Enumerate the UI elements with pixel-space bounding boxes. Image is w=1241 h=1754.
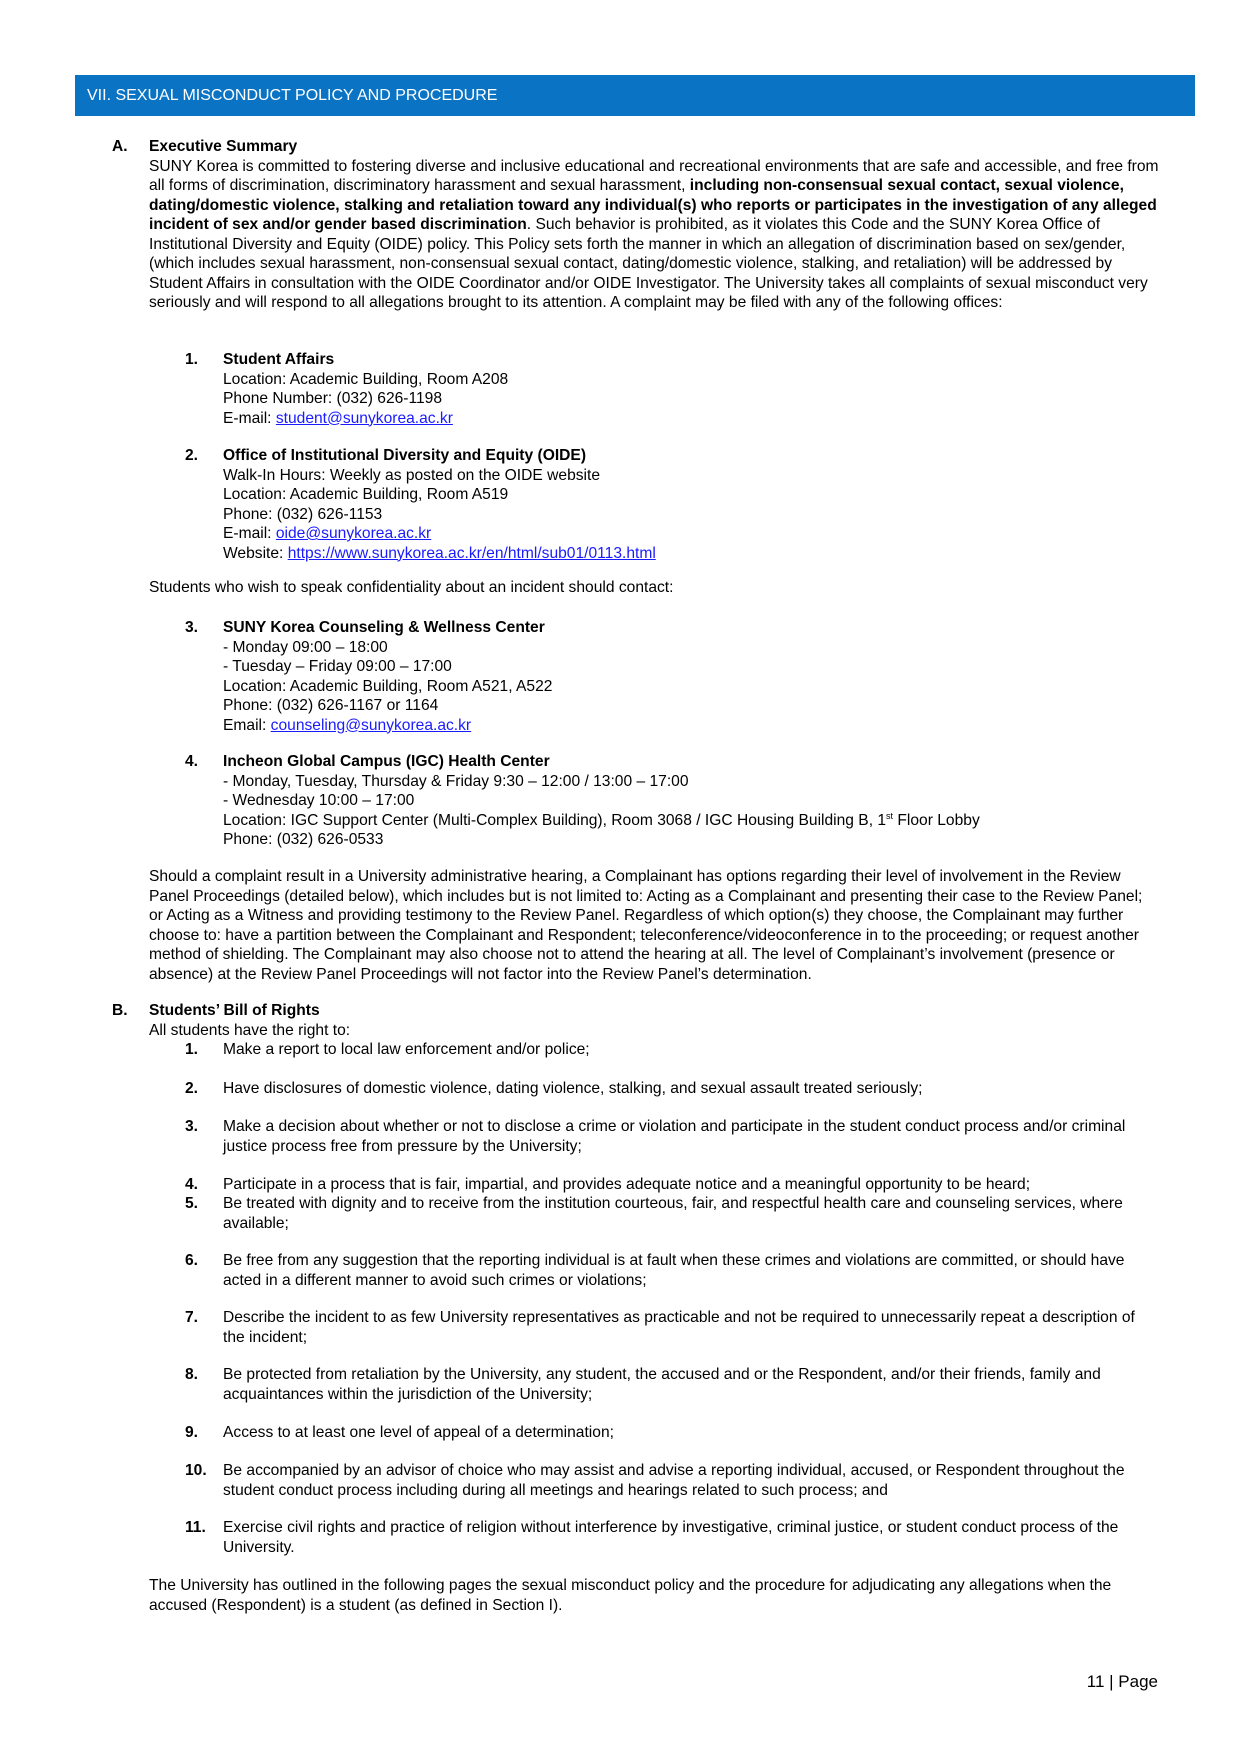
closing-paragraph: The University has outlined in the following pages the sexual misconduct policy and the procedure for adjudicating any allegations when the accused (Respondent) is a student (as defined in Section I). (149, 1577, 1112, 1614)
office-name: Office of Institutional Diversity and Equity (OIDE) (223, 447, 587, 464)
office-name: SUNY Korea Counseling & Wellness Center (223, 619, 545, 636)
oide-website-link[interactable]: https://www.sunykorea.ac.kr/en/html/sub01/0113.html (287, 544, 656, 562)
section-a-letter: A. (112, 138, 128, 155)
hearing-paragraph: Should a complaint result in a University administrative hearing, a Complainant has options regarding their level of involvement in the Review Panel Proceedings (detailed below), which includes but is not limited to: Acting as a Complainant and presenting their case to the Review Panel; or Acting as a Witness and providing testimony to the Review Panel. Regardless of which option(s) they choose, the Complainant may further choose to: have a partition between the Complainant and Respondent; teleconference/videoconference in to the proceeding; or request another method of shielding. The Complainant may also choose not to attend the hearing at all. The level of Complainant’s involvement (presence or absence) at the Review Panel Proceedings will not factor into the Review Panel’s determination. (149, 868, 1143, 983)
office-name: Student Affairs (223, 351, 335, 368)
executive-summary-text: SUNY Korea is committed to fostering diverse and inclusive educational and recreational environments that are safe and accessible, and free from all forms of discrimination, discriminatory harassment and sexual harassment, including non-consensual sexual contact, sexual violence, dating/domestic violence, stalking and retaliation toward any individual(s) who reports or participates in the investigation of any alleged incident of sex and/or gender based discrimination. Such behavior is prohibited, as it violates this Code and the SUNY Korea Office of Institutional Diversity and Equity (OIDE) policy. This Policy sets forth the manner in which an allegation of discrimination based on sex/gender, (which includes sexual harassment, non-consensual sexual contact, dating/domestic violence, stalking, and retaliation) will be addressed by Student Affairs in consultation with the OIDE Coordinator and/or OIDE Investigator. The University takes all complaints of sexual misconduct very seriously and will respond to all allegations brought to its attention. A complaint may be filed with any of the following offices: (149, 157, 1159, 311)
section-a-body (149, 137, 1159, 313)
oide-email-link[interactable]: oide@sunykorea.ac.kr (275, 525, 432, 542)
section-b-heading: Students’ Bill of Rights (149, 1002, 320, 1019)
office-name: Incheon Global Campus (IGC) Health Center (223, 753, 550, 770)
confidential-intro: Students who wish to speak confidentiality about an incident should contact: (149, 579, 674, 596)
section-banner: VII. SEXUAL MISCONDUCT POLICY AND PROCEDURE (75, 75, 1195, 116)
section-b-letter: B. (112, 1002, 128, 1019)
page-number: 11 | Page (1086, 1672, 1158, 1691)
student-affairs-email-link[interactable]: student@sunykorea.ac.kr (275, 409, 453, 427)
counseling-email-link[interactable]: counseling@sunykorea.ac.kr (270, 716, 472, 734)
section-a-heading: Executive Summary (149, 138, 298, 155)
section-b-intro: All students have the right to: (149, 1021, 351, 1039)
